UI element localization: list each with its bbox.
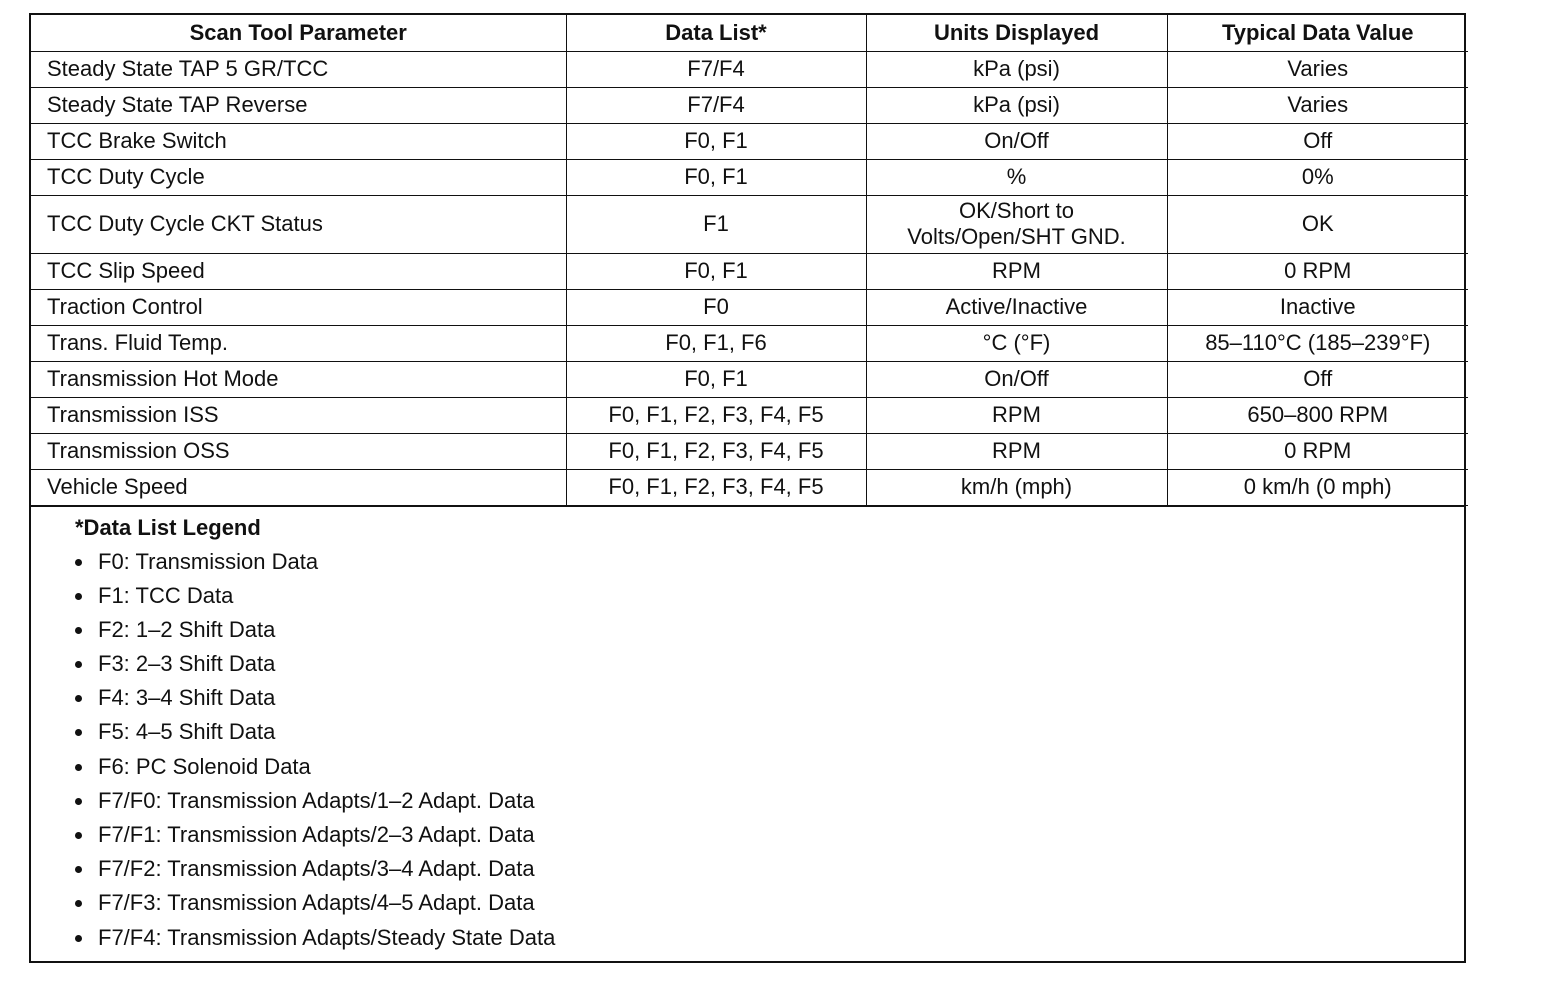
legend-item <box>75 613 1464 647</box>
data-list-cell: F0, F1 <box>566 253 866 289</box>
legend-item <box>75 852 1464 886</box>
typical-value-cell: 0 RPM <box>1167 253 1468 289</box>
parameter-cell: TCC Brake Switch <box>31 123 566 159</box>
legend-item <box>75 921 1464 955</box>
table-header-row <box>31 15 1468 51</box>
data-list-cell: F0, F1, F2, F3, F4, F5 <box>566 433 866 469</box>
typical-value-cell: Off <box>1167 123 1468 159</box>
table-row <box>31 433 1468 469</box>
legend-item <box>75 750 1464 784</box>
bullet-icon <box>75 593 82 600</box>
legend-item-text: F7/F4: Transmission Adapts/Steady State Data <box>98 924 556 950</box>
parameter-cell: Transmission Hot Mode <box>31 361 566 397</box>
legend-item <box>75 818 1464 852</box>
parameter-cell: TCC Slip Speed <box>31 253 566 289</box>
bullet-icon <box>75 627 82 634</box>
data-list-cell: F0, F1, F2, F3, F4, F5 <box>566 469 866 505</box>
parameter-cell: Transmission ISS <box>31 397 566 433</box>
column-header-typical-value: Typical Data Value <box>1167 15 1468 51</box>
bullet-icon <box>75 900 82 907</box>
data-list-cell: F0, F1 <box>566 159 866 195</box>
bullet-icon <box>75 832 82 839</box>
legend-item <box>75 579 1464 613</box>
legend-item-text: F4: 3–4 Shift Data <box>98 685 276 711</box>
table-row <box>31 159 1468 195</box>
bullet-icon <box>75 695 82 702</box>
data-list-legend <box>31 506 1464 961</box>
parameter-cell: TCC Duty Cycle CKT Status <box>31 195 566 253</box>
parameter-cell: Steady State TAP 5 GR/TCC <box>31 51 566 87</box>
legend-item <box>75 784 1464 818</box>
legend-item <box>75 715 1464 749</box>
parameter-cell: TCC Duty Cycle <box>31 159 566 195</box>
legend-list <box>75 545 1464 955</box>
units-cell <box>866 195 1167 253</box>
typical-value-cell: Inactive <box>1167 289 1468 325</box>
legend-item-text: F5: 4–5 Shift Data <box>98 719 276 745</box>
data-list-cell: F0, F1 <box>566 123 866 159</box>
legend-item-text: F7/F2: Transmission Adapts/3–4 Adapt. Data <box>98 856 535 882</box>
data-list-cell: F7/F4 <box>566 87 866 123</box>
units-cell: RPM <box>866 397 1167 433</box>
table-row <box>31 51 1468 87</box>
parameter-cell: Trans. Fluid Temp. <box>31 325 566 361</box>
data-list-cell: F1 <box>566 195 866 253</box>
table-row <box>31 195 1468 253</box>
data-list-cell: F0 <box>566 289 866 325</box>
typical-value-cell: 0 km/h (0 mph) <box>1167 469 1468 505</box>
scan-tool-data-table <box>31 15 1468 506</box>
typical-value-cell: 0 RPM <box>1167 433 1468 469</box>
units-cell: % <box>866 159 1167 195</box>
parameter-cell: Steady State TAP Reverse <box>31 87 566 123</box>
units-cell: km/h (mph) <box>866 469 1167 505</box>
bullet-icon <box>75 764 82 771</box>
units-cell: RPM <box>866 433 1167 469</box>
table-row <box>31 325 1468 361</box>
units-line: Volts/Open/SHT GND. <box>907 224 1126 249</box>
legend-item-text: F3: 2–3 Shift Data <box>98 651 276 677</box>
units-cell: kPa (psi) <box>866 51 1167 87</box>
typical-value-cell: OK <box>1167 195 1468 253</box>
legend-item-text: F7/F0: Transmission Adapts/1–2 Adapt. Data <box>98 787 535 813</box>
table-row <box>31 469 1468 505</box>
legend-item <box>75 886 1464 920</box>
units-cell: °C (°F) <box>866 325 1167 361</box>
bullet-icon <box>75 729 82 736</box>
units-cell: On/Off <box>866 361 1167 397</box>
column-header-parameter: Scan Tool Parameter <box>31 15 566 51</box>
data-list-cell: F0, F1 <box>566 361 866 397</box>
legend-item <box>75 647 1464 681</box>
table-row <box>31 87 1468 123</box>
bullet-icon <box>75 661 82 668</box>
bullet-icon <box>75 559 82 566</box>
column-header-data-list: Data List* <box>566 15 866 51</box>
units-cell: On/Off <box>866 123 1167 159</box>
typical-value-cell: Varies <box>1167 87 1468 123</box>
table-row <box>31 361 1468 397</box>
typical-value-cell: 650–800 RPM <box>1167 397 1468 433</box>
table-row <box>31 253 1468 289</box>
parameter-cell: Transmission OSS <box>31 433 566 469</box>
table-row <box>31 123 1468 159</box>
parameter-cell: Traction Control <box>31 289 566 325</box>
legend-item-text: F7/F1: Transmission Adapts/2–3 Adapt. Data <box>98 822 535 847</box>
table-row <box>31 397 1468 433</box>
bullet-icon <box>75 935 82 942</box>
legend-item <box>75 545 1464 579</box>
units-cell: kPa (psi) <box>866 87 1167 123</box>
units-line: OK/Short to <box>959 198 1074 223</box>
data-list-cell: F0, F1, F2, F3, F4, F5 <box>566 397 866 433</box>
legend-item-text: F0: Transmission Data <box>98 548 319 574</box>
bullet-icon <box>75 866 82 873</box>
legend-item-text: F6: PC Solenoid Data <box>98 753 311 779</box>
data-list-cell: F7/F4 <box>566 51 866 87</box>
units-cell: RPM <box>866 253 1167 289</box>
typical-value-cell: 0% <box>1167 159 1468 195</box>
legend-item-text: F7/F3: Transmission Adapts/4–5 Adapt. Data <box>98 890 535 916</box>
typical-value-cell: Varies <box>1167 51 1468 87</box>
typical-value-cell: Off <box>1167 361 1468 397</box>
typical-value-cell: 85–110°C (185–239°F) <box>1167 325 1468 361</box>
legend-item-text: F2: 1–2 Shift Data <box>98 616 276 642</box>
data-list-cell: F0, F1, F6 <box>566 325 866 361</box>
bullet-icon <box>75 798 82 805</box>
table-row <box>31 289 1468 325</box>
scan-tool-data-table-frame <box>29 13 1466 963</box>
legend-title: *Data List Legend <box>75 514 261 540</box>
legend-item-text: F1: TCC Data <box>98 582 234 608</box>
column-header-units: Units Displayed <box>866 15 1167 51</box>
legend-item <box>75 681 1464 715</box>
parameter-cell: Vehicle Speed <box>31 469 566 505</box>
units-cell: Active/Inactive <box>866 289 1167 325</box>
